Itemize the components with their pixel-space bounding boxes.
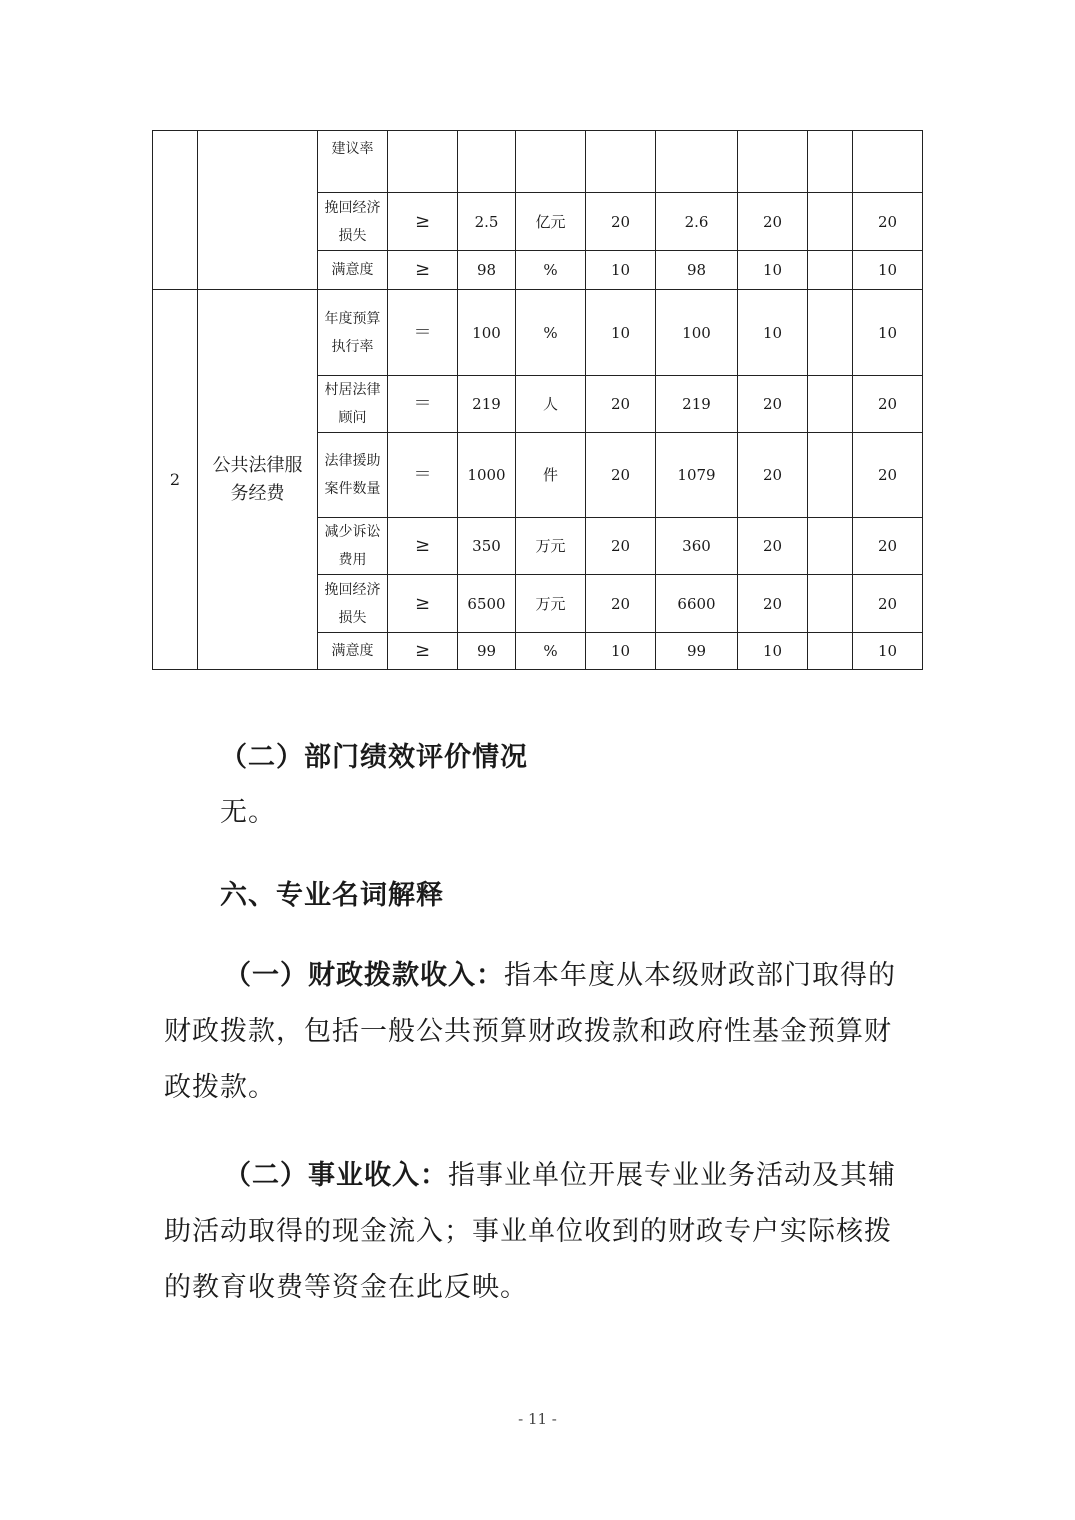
actual-cell xyxy=(656,131,738,193)
operator-cell: ＝ xyxy=(388,433,458,518)
actual-cell: 99 xyxy=(656,633,738,670)
target-cell: 350 xyxy=(458,518,516,575)
indicator-cell: 建议率 xyxy=(318,131,388,193)
score-cell: 20 xyxy=(738,193,808,251)
weight-cell: 20 xyxy=(586,518,656,575)
target-cell xyxy=(458,131,516,193)
unit-cell: 万元 xyxy=(516,518,586,575)
project-name-cell: 公共法律服务经费 xyxy=(198,290,318,670)
seq-cell: 2 xyxy=(153,290,198,670)
target-cell: 1000 xyxy=(458,433,516,518)
score-cell: 10 xyxy=(738,290,808,376)
operator-cell: ≥ xyxy=(388,518,458,575)
indicator-cell: 挽回经济损失 xyxy=(318,575,388,633)
term-label: （二）事业收入： xyxy=(224,1160,448,1191)
operator-cell xyxy=(388,131,458,193)
deduct-cell xyxy=(808,251,853,290)
final-score-cell: 10 xyxy=(853,251,923,290)
deduct-cell xyxy=(808,193,853,251)
section-heading-terms: 六、专业名词解释 xyxy=(220,880,444,911)
deduct-cell xyxy=(808,131,853,193)
unit-cell: % xyxy=(516,633,586,670)
weight-cell xyxy=(586,131,656,193)
operator-cell: ≥ xyxy=(388,193,458,251)
performance-table xyxy=(152,130,923,670)
score-cell: 20 xyxy=(738,433,808,518)
unit-cell: % xyxy=(516,251,586,290)
target-cell: 6500 xyxy=(458,575,516,633)
term-label: （一）财政拨款收入： xyxy=(224,960,504,991)
section-heading-performance-evaluation: （二）部门绩效评价情况 xyxy=(220,742,528,773)
unit-cell: 亿元 xyxy=(516,193,586,251)
unit-cell: 万元 xyxy=(516,575,586,633)
weight-cell: 20 xyxy=(586,575,656,633)
indicator-cell: 减少诉讼费用 xyxy=(318,518,388,575)
actual-cell: 1079 xyxy=(656,433,738,518)
target-cell: 100 xyxy=(458,290,516,376)
indicator-cell: 满意度 xyxy=(318,633,388,670)
deduct-cell xyxy=(808,575,853,633)
final-score-cell: 20 xyxy=(853,433,923,518)
unit-cell: % xyxy=(516,290,586,376)
actual-cell: 360 xyxy=(656,518,738,575)
seq-cell xyxy=(153,131,198,290)
unit-cell: 人 xyxy=(516,376,586,433)
deduct-cell xyxy=(808,518,853,575)
deduct-cell xyxy=(808,376,853,433)
score-cell: 20 xyxy=(738,575,808,633)
final-score-cell: 20 xyxy=(853,193,923,251)
table-row xyxy=(153,290,923,376)
weight-cell: 20 xyxy=(586,376,656,433)
indicator-cell: 法律援助案件数量 xyxy=(318,433,388,518)
weight-cell: 10 xyxy=(586,290,656,376)
weight-cell: 10 xyxy=(586,633,656,670)
target-cell: 98 xyxy=(458,251,516,290)
actual-cell: 100 xyxy=(656,290,738,376)
indicator-cell: 满意度 xyxy=(318,251,388,290)
actual-cell: 6600 xyxy=(656,575,738,633)
deduct-cell xyxy=(808,433,853,518)
section-body-none: 无。 xyxy=(220,797,276,828)
page-number: - 11 - xyxy=(518,1410,557,1428)
project-name-cell xyxy=(198,131,318,290)
score-cell: 10 xyxy=(738,633,808,670)
final-score-cell: 10 xyxy=(853,290,923,376)
weight-cell: 20 xyxy=(586,193,656,251)
target-cell: 219 xyxy=(458,376,516,433)
indicator-cell: 挽回经济损失 xyxy=(318,193,388,251)
unit-cell: 件 xyxy=(516,433,586,518)
actual-cell: 219 xyxy=(656,376,738,433)
score-cell: 20 xyxy=(738,518,808,575)
operator-cell: ≥ xyxy=(388,633,458,670)
target-cell: 99 xyxy=(458,633,516,670)
term-definition-paragraph xyxy=(164,1148,916,1316)
deduct-cell xyxy=(808,633,853,670)
final-score-cell xyxy=(853,131,923,193)
term-definition-paragraph xyxy=(164,948,916,1116)
final-score-cell: 20 xyxy=(853,376,923,433)
final-score-cell: 10 xyxy=(853,633,923,670)
indicator-cell: 年度预算执行率 xyxy=(318,290,388,376)
final-score-cell: 20 xyxy=(853,575,923,633)
term-definition: 指事业单位开展专业业务活动及其辅助活动取得的现金流入；事业单位收到的财政专户实际核拨的教育收费等资金在此反映。 xyxy=(164,1160,896,1303)
score-cell xyxy=(738,131,808,193)
score-cell: 10 xyxy=(738,251,808,290)
actual-cell: 98 xyxy=(656,251,738,290)
score-cell: 20 xyxy=(738,376,808,433)
unit-cell xyxy=(516,131,586,193)
term-definition: 指本年度从本级财政部门取得的财政拨款，包括一般公共预算财政拨款和政府性基金预算财政拨款。 xyxy=(164,960,896,1103)
deduct-cell xyxy=(808,290,853,376)
operator-cell: ＝ xyxy=(388,376,458,433)
operator-cell: ≥ xyxy=(388,251,458,290)
weight-cell: 20 xyxy=(586,433,656,518)
table-row xyxy=(153,131,923,193)
weight-cell: 10 xyxy=(586,251,656,290)
actual-cell: 2.6 xyxy=(656,193,738,251)
target-cell: 2.5 xyxy=(458,193,516,251)
operator-cell: ＝ xyxy=(388,290,458,376)
operator-cell: ≥ xyxy=(388,575,458,633)
indicator-cell: 村居法律顾问 xyxy=(318,376,388,433)
final-score-cell: 20 xyxy=(853,518,923,575)
